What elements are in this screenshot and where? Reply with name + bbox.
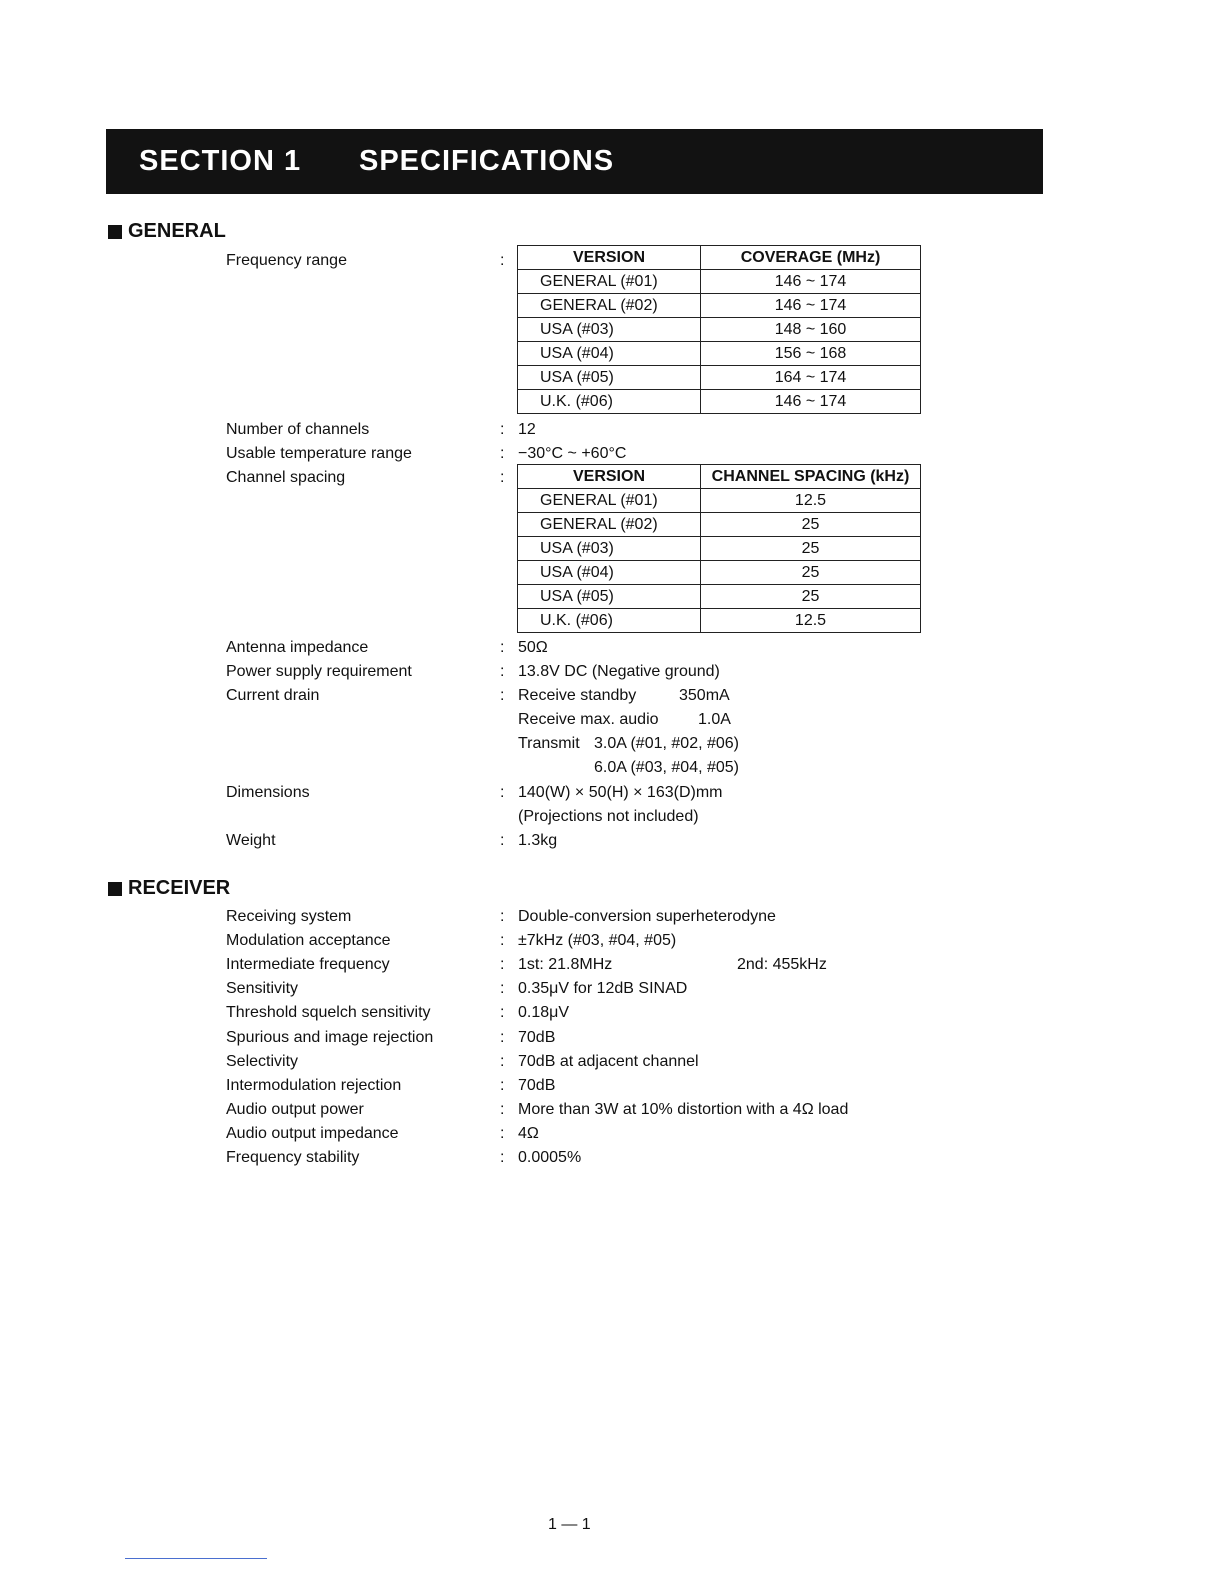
audio-output-impedance-label: Audio output impedance: [226, 1125, 399, 1142]
colon: :: [500, 1149, 505, 1166]
version-cell: GENERAL (#01): [518, 489, 701, 513]
colon: :: [500, 252, 505, 269]
selectivity-value: 70dB at adjacent channel: [518, 1053, 699, 1070]
table-header-row: [518, 246, 921, 270]
spacing-cell: 25: [701, 537, 921, 561]
version-header: VERSION: [518, 465, 701, 489]
version-cell: USA (#03): [518, 537, 701, 561]
version-cell: USA (#04): [518, 561, 701, 585]
table-row: [518, 489, 921, 513]
table-row: [518, 609, 921, 633]
section-title: SPECIFICATIONS: [359, 145, 615, 177]
table-header-row: [518, 465, 921, 489]
intermediate-frequency-label: Intermediate frequency: [226, 956, 390, 973]
table-row: [518, 294, 921, 318]
number-of-channels-value: 12: [518, 421, 536, 438]
general-heading-text: GENERAL: [128, 220, 226, 242]
colon: :: [500, 1125, 505, 1142]
version-cell: USA (#04): [518, 342, 701, 366]
colon: :: [500, 908, 505, 925]
coverage-cell: 148 ~ 160: [701, 318, 921, 342]
coverage-cell: 146 ~ 174: [701, 390, 921, 414]
coverage-cell: 164 ~ 174: [701, 366, 921, 390]
version-cell: GENERAL (#02): [518, 513, 701, 537]
colon: :: [500, 1101, 505, 1118]
sensitivity-value: 0.35μV for 12dB SINAD: [518, 980, 688, 997]
colon: :: [500, 932, 505, 949]
weight-label: Weight: [226, 832, 276, 849]
version-cell: U.K. (#06): [518, 390, 701, 414]
modulation-acceptance-label: Modulation acceptance: [226, 932, 391, 949]
spurious-rejection-label: Spurious and image rejection: [226, 1029, 434, 1046]
current-drain-label: Current drain: [226, 687, 320, 704]
coverage-cell: 156 ~ 168: [701, 342, 921, 366]
transmit-value-2: 6.0A (#03, #04, #05): [594, 759, 739, 776]
table-row: [518, 366, 921, 390]
frequency-range-label: Frequency range: [226, 252, 347, 269]
version-header: VERSION: [518, 246, 701, 270]
antenna-impedance-label: Antenna impedance: [226, 639, 369, 656]
colon: :: [500, 639, 505, 656]
version-cell: GENERAL (#01): [518, 270, 701, 294]
dimensions-note: (Projections not included): [518, 808, 699, 825]
colon: :: [500, 956, 505, 973]
power-supply-label: Power supply requirement: [226, 663, 412, 680]
colon: :: [500, 469, 505, 486]
temperature-value: −30°C ~ +60°C: [518, 445, 627, 462]
audio-output-power-value: More than 3W at 10% distortion with a 4Ω load: [518, 1101, 849, 1118]
audio-output-power-label: Audio output power: [226, 1101, 364, 1118]
channel-spacing-label: Channel spacing: [226, 469, 346, 486]
spacing-cell: 25: [701, 585, 921, 609]
version-cell: GENERAL (#02): [518, 294, 701, 318]
modulation-acceptance-value: ±7kHz (#03, #04, #05): [518, 932, 677, 949]
square-bullet-icon: [108, 882, 122, 896]
section-banner: [106, 129, 1043, 194]
receive-max-audio-label: Receive max. audio: [518, 711, 659, 728]
receiver-heading-text: RECEIVER: [128, 877, 231, 899]
page-number: 1 — 1: [548, 1516, 591, 1533]
section-number: SECTION 1: [139, 145, 302, 177]
colon: :: [500, 1004, 505, 1021]
frequency-range-table: [517, 245, 921, 414]
intermodulation-value: 70dB: [518, 1077, 556, 1094]
colon: :: [500, 980, 505, 997]
dimensions-value: 140(W) × 50(H) × 163(D)mm: [518, 784, 723, 801]
version-cell: USA (#03): [518, 318, 701, 342]
sensitivity-label: Sensitivity: [226, 980, 299, 997]
table-row: [518, 561, 921, 585]
colon: :: [500, 1029, 505, 1046]
table-row: [518, 585, 921, 609]
spacing-header: CHANNEL SPACING (kHz): [701, 465, 921, 489]
table-row: [518, 270, 921, 294]
version-cell: USA (#05): [518, 366, 701, 390]
spacing-cell: 25: [701, 513, 921, 537]
table-row: [518, 513, 921, 537]
spacing-cell: 12.5: [701, 609, 921, 633]
transmit-label: Transmit: [518, 735, 580, 752]
colon: :: [500, 784, 505, 801]
spurious-rejection-value: 70dB: [518, 1029, 556, 1046]
version-cell: U.K. (#06): [518, 609, 701, 633]
colon: :: [500, 832, 505, 849]
general-heading: [108, 220, 226, 243]
coverage-cell: 146 ~ 174: [701, 270, 921, 294]
channel-spacing-table: [517, 464, 921, 633]
selectivity-label: Selectivity: [226, 1053, 299, 1070]
frequency-stability-value: 0.0005%: [518, 1149, 582, 1166]
footer-divider: [125, 1558, 267, 1559]
colon: :: [500, 663, 505, 680]
colon: :: [500, 1077, 505, 1094]
colon: :: [500, 421, 505, 438]
colon: :: [500, 1053, 505, 1070]
number-of-channels-label: Number of channels: [226, 421, 370, 438]
intermediate-frequency-1st: 1st: 21.8MHz: [518, 956, 613, 973]
receiving-system-label: Receiving system: [226, 908, 352, 925]
frequency-stability-label: Frequency stability: [226, 1149, 360, 1166]
audio-output-impedance-value: 4Ω: [518, 1125, 539, 1142]
temperature-label: Usable temperature range: [226, 445, 412, 462]
receive-max-audio-value: 1.0A: [698, 711, 731, 728]
table-row: [518, 318, 921, 342]
coverage-cell: 146 ~ 174: [701, 294, 921, 318]
receiver-heading: [108, 877, 230, 900]
table-row: [518, 390, 921, 414]
receive-standby-value: 350mA: [679, 687, 730, 704]
colon: :: [500, 687, 505, 704]
squelch-sensitivity-value: 0.18μV: [518, 1004, 570, 1021]
power-supply-value: 13.8V DC (Negative ground): [518, 663, 720, 680]
spacing-cell: 12.5: [701, 489, 921, 513]
colon: :: [500, 445, 505, 462]
dimensions-label: Dimensions: [226, 784, 310, 801]
table-row: [518, 537, 921, 561]
squelch-sensitivity-label: Threshold squelch sensitivity: [226, 1004, 431, 1021]
weight-value: 1.3kg: [518, 832, 558, 849]
receiving-system-value: Double-conversion superheterodyne: [518, 908, 776, 925]
receive-standby-label: Receive standby: [518, 687, 637, 704]
square-bullet-icon: [108, 225, 122, 239]
intermodulation-label: Intermodulation rejection: [226, 1077, 402, 1094]
version-cell: USA (#05): [518, 585, 701, 609]
antenna-impedance-value: 50Ω: [518, 639, 548, 656]
spacing-cell: 25: [701, 561, 921, 585]
transmit-value-1: 3.0A (#01, #02, #06): [594, 735, 739, 752]
intermediate-frequency-2nd: 2nd: 455kHz: [737, 956, 827, 973]
table-row: [518, 342, 921, 366]
coverage-header: COVERAGE (MHz): [701, 246, 921, 270]
